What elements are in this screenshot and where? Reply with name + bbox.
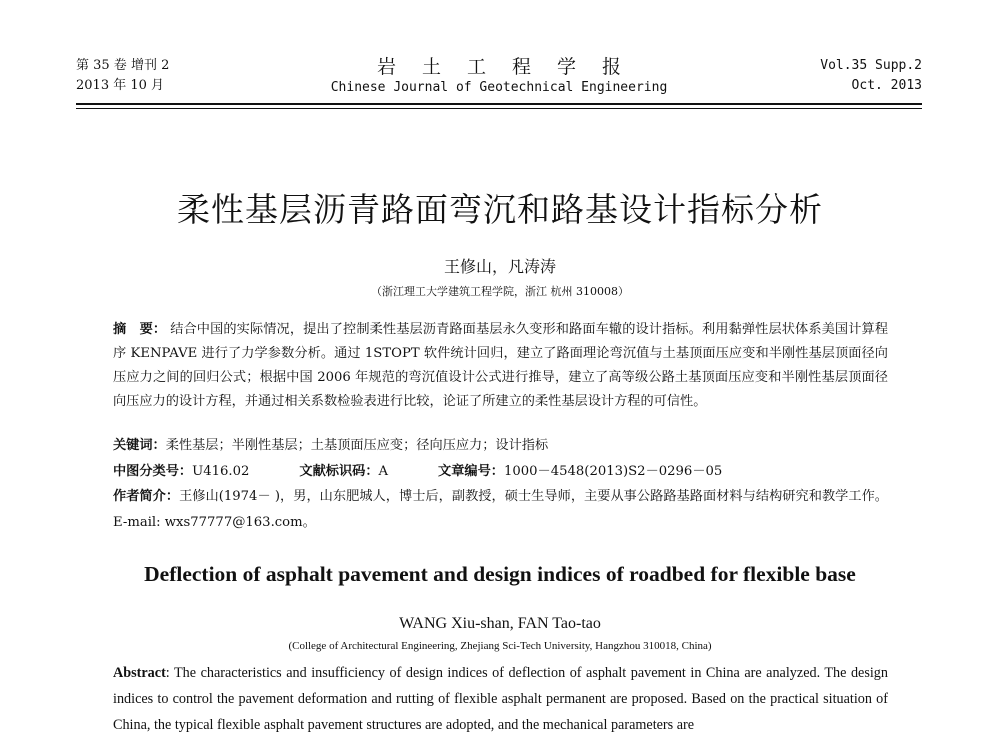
- author-bio: [113, 484, 888, 536]
- doc-code-value: A: [378, 464, 389, 479]
- classification-line: [113, 460, 888, 484]
- header-date-en: Oct. 2013: [851, 78, 922, 93]
- authors-en: WANG Xiu-shan, FAN Tao-tao: [399, 615, 601, 632]
- affiliation-cn: （浙江理工大学建筑工程学院，浙江 杭州 310008）: [371, 285, 629, 298]
- header-rule-thick: [76, 103, 922, 105]
- clc-label: 中图分类号：: [113, 464, 193, 479]
- header-rule-thin: [76, 108, 922, 109]
- article-no-label: 文章编号：: [438, 464, 504, 479]
- keywords-text: 柔性基层；半刚性基层；土基顶面压应变；径向压应力；设计指标: [165, 438, 549, 453]
- abstract-cn-text: 结合中国的实际情况，提出了控制柔性基层沥青路面基层永久变形和路面车辙的设计指标。利用黏弹性层状体系美国计算程序 KENPAVE 进行了力学参数分析。通过 1STOPT 软件统计回归，建立了路面理论弯沉值与土基顶面压应变和半刚性基层顶面径向压应力之间的回归公式；根据中国 2006 年规范的弯沉值设计公式进行推导，建立了高等级公路土基顶面压应变和半刚性基层顶面径向压应力的设计方程，并通过相关系数检验表进行比较，论证了所建立的柔性基层设计方程的可信性。: [113, 322, 889, 409]
- abstract-en: [113, 660, 888, 738]
- article-title-cn: 柔性基层沥青路面弯沉和路基设计指标分析: [177, 190, 823, 229]
- bio-text: 王修山(1974－ )，男，山东肥城人，博士后，副教授，硕士生导师，主要从事公路路基路面材料与结构研究和教学工作。E-mail: wxs77777@163.com。: [113, 489, 888, 530]
- header-journal: [76, 56, 922, 98]
- running-header: [76, 56, 922, 100]
- abstract-cn-label: 摘 要：: [113, 322, 167, 337]
- bio-label: 作者简介：: [113, 489, 180, 504]
- keywords-label: 关键词：: [113, 438, 166, 453]
- header-volume-cn: 第 35 卷 增刊 2: [76, 58, 170, 73]
- article-no-value: 1000－4548(2013)S2－0296－05: [503, 464, 723, 479]
- journal-name-cn: 岩土工程学报: [376, 56, 647, 78]
- affiliation-en: (College of Architectural Engineering, Zhejiang Sci-Tech University, Hangzhou 310018, China): [288, 640, 712, 652]
- header-volume-en: Vol.35 Supp.2: [820, 58, 922, 73]
- abstract-en-label: Abstract: [113, 665, 166, 681]
- journal-name-en: Chinese Journal of Geotechnical Engineering: [330, 80, 668, 95]
- keywords: [113, 434, 888, 458]
- article-title-en: Deflection of asphalt pavement and design indices of roadbed for flexible base: [144, 562, 856, 586]
- authors-cn: 王修山，凡涛涛: [443, 257, 556, 276]
- header-date-cn: 2013 年 10 月: [76, 78, 165, 93]
- doc-code-label: 文献标识码：: [299, 464, 379, 479]
- abstract-cn: [113, 318, 888, 414]
- clc-value: U416.02: [192, 464, 250, 479]
- header-volume-right: [820, 56, 922, 96]
- abstract-en-text: : The characteristics and insufficiency of design indices of deflection of asphalt pavement in China are analyzed. The design indices to control the pavement deformation and rutting of flexible asphalt permanent are proposed. Based on the practical situation of China, the typical flexible asphalt pavement structures are adopted, and the mechanical parameters are: [113, 665, 888, 733]
